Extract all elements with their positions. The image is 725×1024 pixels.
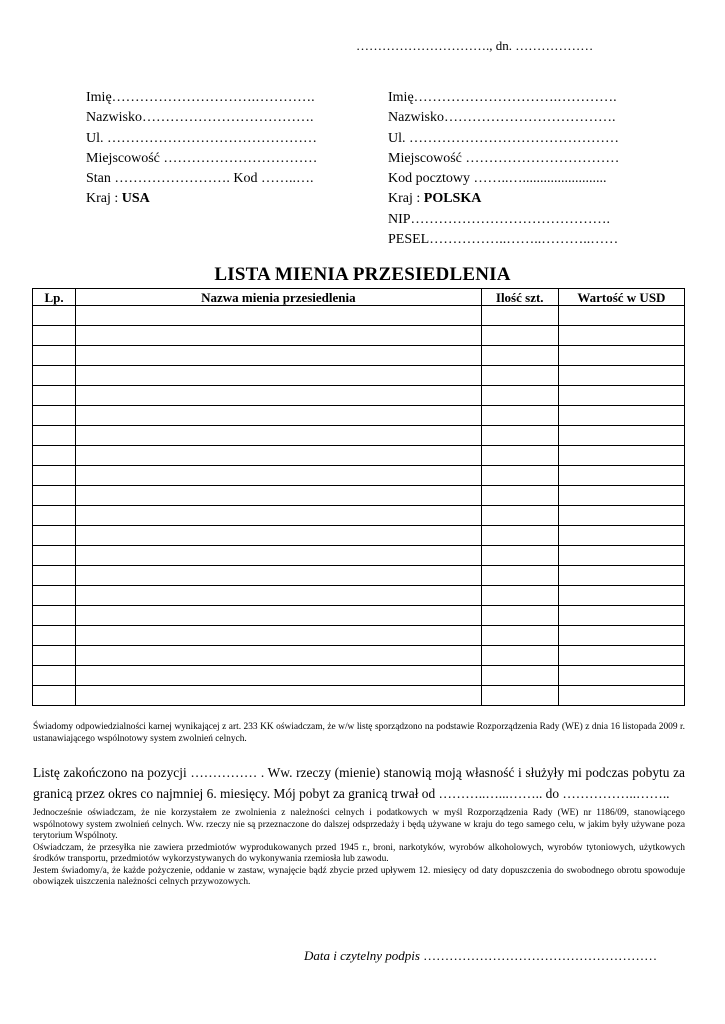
- column-header-value-usd: Wartość w USD: [558, 289, 684, 306]
- table-row: [33, 686, 685, 706]
- recipient-first-name-field[interactable]: Imię………………………….………….: [388, 90, 617, 105]
- quantity-cell[interactable]: [481, 606, 558, 626]
- quantity-cell[interactable]: [481, 446, 558, 466]
- table-row: [33, 326, 685, 346]
- recipient-city-field[interactable]: Miejscowość ……………………………: [388, 150, 620, 166]
- lp-cell[interactable]: [33, 426, 76, 446]
- column-header-item-name: Nazwa mienia przesiedlenia: [76, 289, 482, 306]
- quantity-cell[interactable]: [481, 566, 558, 586]
- value-cell[interactable]: [558, 586, 684, 606]
- value-cell[interactable]: [558, 346, 684, 366]
- value-cell[interactable]: [558, 326, 684, 346]
- table-row: [33, 506, 685, 526]
- quantity-cell[interactable]: [481, 586, 558, 606]
- value-cell[interactable]: [558, 666, 684, 686]
- item-name-cell[interactable]: [76, 506, 482, 526]
- quantity-cell[interactable]: [481, 686, 558, 706]
- lp-cell[interactable]: [33, 486, 76, 506]
- sender-country-value: USA: [121, 191, 150, 207]
- statement-contents: Oświadczam, że przesyłka nie zawiera przedmiotów wyprodukowanych przed 1945 r., broni, narkotyków, wyrobów alkoholowych, wyrobów tytoniowych, użytkowych środków transportu, przedmiotów wykorzystywanych do wykonywania rzemiosła lub zawodu.: [33, 842, 685, 864]
- value-cell[interactable]: [558, 406, 684, 426]
- sender-first-name-field[interactable]: Imię………………………….………….: [86, 90, 315, 105]
- table-row: [33, 346, 685, 366]
- statement-obligation: Jestem świadomy/a, że każde pożyczenie, oddanie w zastaw, wynajęcie bądź zbycie przed upływem 12. miesięcy od daty dopuszczenia do swobodnego obrotu spowoduje obowiązek uiszczenia należności celnych przywozowych.: [33, 865, 685, 887]
- lp-cell[interactable]: [33, 566, 76, 586]
- sender-street-field[interactable]: Ul. ………………………………………: [86, 130, 317, 146]
- quantity-cell[interactable]: [481, 346, 558, 366]
- lp-cell[interactable]: [33, 546, 76, 566]
- lp-cell[interactable]: [33, 526, 76, 546]
- table-row: [33, 626, 685, 646]
- quantity-cell[interactable]: [481, 386, 558, 406]
- statement-exemption: Jednocześnie oświadczam, że nie korzystałem ze zwolnienia z należności celnych i podatkowych w myśl Rozporządzenia Rady (WE) nr 1186/09, stanowiącego wspólnotowy system zwolnień celnych. Ww. rzeczy nie są przeznaczone do dalszej odsprzedaży i będą używane w kraju do tego samego celu, w jakim były używane poza terytorium Wspólnoty.: [33, 808, 685, 841]
- column-header-lp: Lp.: [33, 289, 76, 306]
- lp-cell[interactable]: [33, 666, 76, 686]
- quantity-cell[interactable]: [481, 646, 558, 666]
- table-row: [33, 466, 685, 486]
- sender-state-zip-field[interactable]: Stan ……………………. Kod ……..….: [86, 171, 314, 187]
- items-table: [32, 288, 685, 706]
- item-name-cell[interactable]: [76, 346, 482, 366]
- recipient-country: [388, 189, 619, 209]
- place-date-line[interactable]: …………………………., dn. ………………: [356, 38, 594, 53]
- lp-cell[interactable]: [33, 446, 76, 466]
- declaration-text: Świadomy odpowiedzialności karnej wynikającej z art. 233 KK oświadczam, że w/w listę sporządzono na podstawie Rozporządzenia Rady (WE) z dnia 16 listopada 2009 r. ustanawiającego wspólnotowy system zwolnień celnych.: [33, 722, 685, 744]
- recipient-country-value: POLSKA: [423, 191, 482, 207]
- quantity-cell[interactable]: [481, 666, 558, 686]
- recipient-address-block: [388, 88, 619, 250]
- lp-cell[interactable]: [33, 606, 76, 626]
- value-cell[interactable]: [558, 446, 684, 466]
- value-cell[interactable]: [558, 366, 684, 386]
- quantity-cell[interactable]: [481, 366, 558, 386]
- item-name-cell[interactable]: [76, 606, 482, 626]
- table-row: [33, 586, 685, 606]
- form-title: LISTA MIENIA PRZESIEDLENIA: [214, 264, 511, 285]
- recipient-nip-field[interactable]: NIP…………………………………….: [388, 211, 611, 227]
- additional-statements: [33, 808, 685, 889]
- value-cell[interactable]: [558, 486, 684, 506]
- table-row: [33, 306, 685, 326]
- lp-cell[interactable]: [33, 466, 76, 486]
- table-row: [33, 366, 685, 386]
- sender-address-block: [86, 88, 317, 210]
- signature-label: Data i czytelny podpis: [304, 948, 420, 963]
- lp-cell[interactable]: [33, 306, 76, 326]
- item-name-cell[interactable]: [76, 386, 482, 406]
- lp-cell[interactable]: [33, 626, 76, 646]
- item-name-cell[interactable]: [76, 686, 482, 706]
- recipient-last-name-field[interactable]: Nazwisko……………………………….: [388, 110, 616, 126]
- table-row: [33, 666, 685, 686]
- recipient-street-field[interactable]: Ul. ………………………………………: [388, 130, 619, 146]
- value-cell[interactable]: [558, 546, 684, 566]
- value-cell[interactable]: [558, 506, 684, 526]
- item-name-cell[interactable]: [76, 646, 482, 666]
- item-name-cell[interactable]: [76, 626, 482, 646]
- sender-country-label: Kraj :: [86, 191, 122, 207]
- lp-cell[interactable]: [33, 686, 76, 706]
- value-cell[interactable]: [558, 686, 684, 706]
- quantity-cell[interactable]: [481, 466, 558, 486]
- item-name-cell[interactable]: [76, 306, 482, 326]
- lp-cell[interactable]: [33, 586, 76, 606]
- item-name-cell[interactable]: [76, 586, 482, 606]
- value-cell[interactable]: [558, 646, 684, 666]
- sender-country: [86, 189, 317, 209]
- table-row: [33, 486, 685, 506]
- table-row: [33, 406, 685, 426]
- list-end-statement[interactable]: Listę zakończono na pozycji …………… . Ww. rzeczy (mienie) stanowią moją własność i służyły mi podczas pobytu za granicą przez okres co najmniej 6. miesięcy. Mój pobyt za granicą trwał od ………..…...…….. do ……………..……..: [33, 765, 685, 801]
- lp-cell[interactable]: [33, 346, 76, 366]
- table-row: [33, 606, 685, 626]
- item-name-cell[interactable]: [76, 466, 482, 486]
- value-cell[interactable]: [558, 606, 684, 626]
- signature-dots: ………………………………………………: [419, 948, 658, 963]
- recipient-country-label: Kraj :: [388, 191, 424, 207]
- column-header-quantity: Ilość szt.: [481, 289, 558, 306]
- recipient-pesel-field[interactable]: PESEL……………..……..………..……: [388, 232, 619, 248]
- item-name-cell[interactable]: [76, 446, 482, 466]
- table-row: [33, 546, 685, 566]
- item-name-cell[interactable]: [76, 526, 482, 546]
- lp-cell[interactable]: [33, 506, 76, 526]
- item-name-cell[interactable]: [76, 406, 482, 426]
- quantity-cell[interactable]: [481, 506, 558, 526]
- lp-cell[interactable]: [33, 386, 76, 406]
- item-name-cell[interactable]: [76, 666, 482, 686]
- value-cell[interactable]: [558, 526, 684, 546]
- sender-city-field[interactable]: Miejscowość ……………………………: [86, 150, 318, 166]
- value-cell[interactable]: [558, 306, 684, 326]
- quantity-cell[interactable]: [481, 486, 558, 506]
- items-table-body: [33, 306, 685, 706]
- value-cell[interactable]: [558, 566, 684, 586]
- quantity-cell[interactable]: [481, 326, 558, 346]
- table-row: [33, 426, 685, 446]
- value-cell[interactable]: [558, 426, 684, 446]
- signature-line[interactable]: [304, 948, 657, 964]
- lp-cell[interactable]: [33, 326, 76, 346]
- quantity-cell[interactable]: [481, 426, 558, 446]
- quantity-cell[interactable]: [481, 306, 558, 326]
- item-name-cell[interactable]: [76, 546, 482, 566]
- sender-last-name-field[interactable]: Nazwisko……………………………….: [86, 110, 314, 126]
- item-name-cell[interactable]: [76, 486, 482, 506]
- value-cell[interactable]: [558, 466, 684, 486]
- item-name-cell[interactable]: [76, 326, 482, 346]
- table-row: [33, 386, 685, 406]
- quantity-cell[interactable]: [481, 406, 558, 426]
- table-row: [33, 526, 685, 546]
- quantity-cell[interactable]: [481, 546, 558, 566]
- lp-cell[interactable]: [33, 366, 76, 386]
- item-name-cell[interactable]: [76, 426, 482, 446]
- table-row: [33, 446, 685, 466]
- table-header-row: [33, 289, 685, 306]
- value-cell[interactable]: [558, 626, 684, 646]
- item-name-cell[interactable]: [76, 366, 482, 386]
- lp-cell[interactable]: [33, 406, 76, 426]
- table-row: [33, 646, 685, 666]
- quantity-cell[interactable]: [481, 526, 558, 546]
- quantity-cell[interactable]: [481, 626, 558, 646]
- value-cell[interactable]: [558, 386, 684, 406]
- lp-cell[interactable]: [33, 646, 76, 666]
- table-row: [33, 566, 685, 586]
- recipient-postal-code-field[interactable]: Kod pocztowy ……..…........................: [388, 171, 607, 187]
- item-name-cell[interactable]: [76, 566, 482, 586]
